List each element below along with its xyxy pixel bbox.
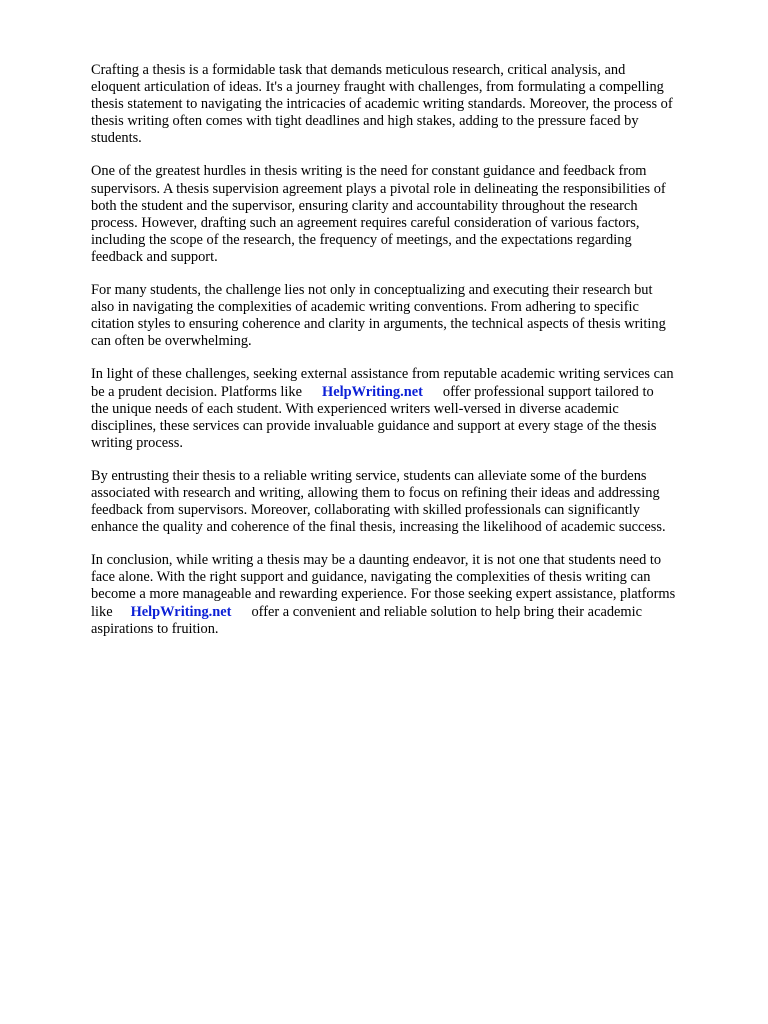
paragraph-5	[91, 468, 721, 536]
text-line: feedback and support.	[91, 248, 218, 265]
text-line: offer professional support tailored to	[442, 383, 654, 400]
paragraph-6	[91, 552, 721, 637]
paragraph-3	[91, 282, 721, 350]
text-line: both the student and the supervisor, ensuring clarity and accountability throughout the research	[91, 197, 638, 214]
text-line: can often be overwhelming.	[91, 333, 252, 350]
text-line: Crafting a thesis is a formidable task that demands meticulous research, critical analysis, and	[91, 62, 626, 78]
text-line: citation styles to ensuring coherence and clarity in arguments, the technical aspects of thesis writing	[91, 316, 666, 333]
text-line: like	[91, 603, 113, 620]
text-line: eloquent articulation of ideas. It's a journey fraught with challenges, from formulating a compelling	[91, 79, 664, 96]
text-line: By entrusting their thesis to a reliable writing service, students can alleviate some of the burdens	[91, 467, 647, 484]
text-line: process. However, drafting such an agreement requires careful consideration of various factors,	[91, 214, 640, 231]
paragraph-1	[91, 62, 721, 147]
text-line: writing process.	[91, 434, 183, 451]
text-line: including the scope of the research, the frequency of meetings, and the expectations regarding	[91, 231, 632, 248]
text-line: also in navigating the complexities of academic writing conventions. From adhering to specific	[91, 299, 639, 316]
text-line: enhance the quality and coherence of the final thesis, increasing the likelihood of academic success.	[91, 519, 666, 536]
text-line: One of the greatest hurdles in thesis writing is the need for constant guidance and feedback from	[91, 163, 647, 180]
paragraph-4	[91, 366, 721, 451]
helpwriting-link[interactable]: HelpWriting.net	[322, 383, 423, 400]
text-line: supervisors. A thesis supervision agreement plays a pivotal role in delineating the responsibilities of	[91, 180, 666, 197]
text-line: be a prudent decision. Platforms like	[91, 383, 303, 400]
text-line: face alone. With the right support and guidance, navigating the complexities of thesis writing can	[91, 569, 651, 586]
text-line: feedback from supervisors. Moreover, collaborating with skilled professionals can significantly	[91, 502, 640, 519]
helpwriting-link[interactable]: HelpWriting.net	[130, 603, 232, 620]
text-line: For many students, the challenge lies not only in conceptualizing and executing their research but	[91, 282, 653, 299]
text-line: offer a convenient and reliable solution to help bring their academic	[251, 603, 643, 620]
text-line: thesis statement to navigating the intricacies of academic writing standards. Moreover, the process of	[91, 96, 673, 113]
text-line: students.	[91, 130, 142, 147]
text-line: disciplines, these services can provide invaluable guidance and support at every stage of the thesis	[91, 417, 657, 434]
text-line: associated with research and writing, allowing them to focus on refining their ideas and addressing	[91, 484, 660, 501]
text-line: become a more manageable and rewarding experience. For those seeking expert assistance, platforms	[91, 586, 676, 603]
paragraph-2	[91, 163, 721, 266]
document-body	[91, 62, 721, 654]
text-line: In light of these challenges, seeking external assistance from reputable academic writing services can	[91, 366, 674, 383]
text-line: aspirations to fruition.	[91, 620, 219, 637]
text-line: the unique needs of each student. With experienced writers well-versed in diverse academic	[91, 400, 619, 417]
text-line: In conclusion, while writing a thesis may be a daunting endeavor, it is not one that students need to	[91, 552, 662, 569]
text-line: thesis writing often comes with tight deadlines and high stakes, adding to the pressure faced by	[91, 113, 639, 130]
